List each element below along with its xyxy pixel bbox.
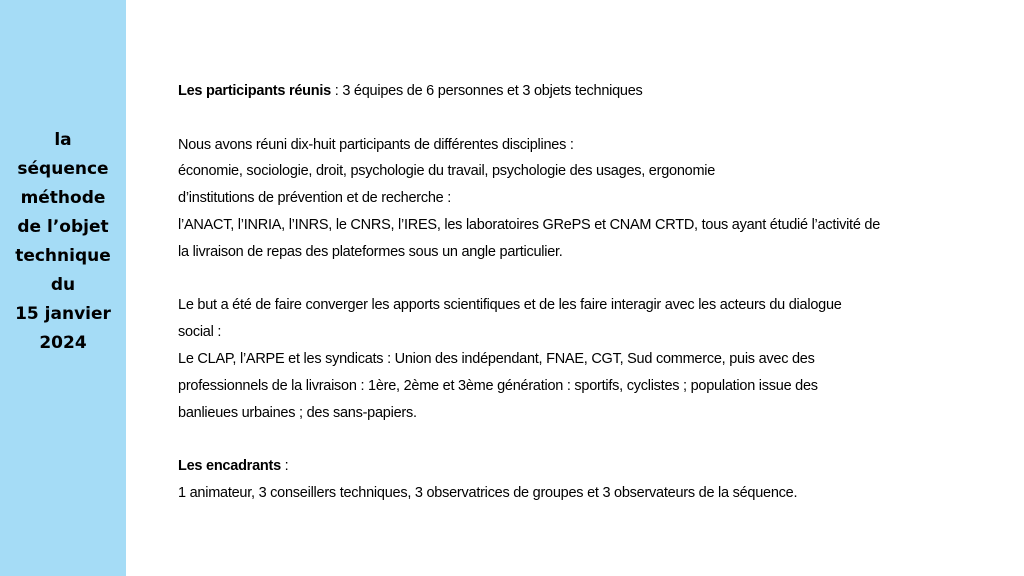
sidebar-title-line: de l’objet [17,217,109,237]
paragraph-line: la livraison de repas des plateformes sous un angle particulier. [178,243,563,260]
paragraph-line: d’institutions de prévention et de recherche : [178,190,452,207]
sidebar-title-line: séquence [17,159,109,179]
main-content [178,78,978,507]
sidebar-title-line: du [50,275,76,295]
paragraph-line: Nous avons réuni dix-huit participants de différentes disciplines : [178,136,574,153]
sidebar-panel [0,0,126,576]
encadrants-line [178,453,978,480]
paragraph-line: Le but a été de faire converger les apports scientifiques et de les faire interagir avec les acteurs du dialogue [178,297,842,314]
disciplines-paragraph [178,132,978,266]
encadrants-text: : [280,458,289,475]
spacer [178,105,978,132]
paragraph-line: banlieues urbaines ; des sans-papiers. [178,404,417,421]
paragraph-line: social : [178,324,222,341]
sidebar-title-line: la [54,130,72,150]
paragraph-line: professionnels de la livraison : 1ère, 2ème et 3ème génération : sportifs, cyclistes ; population issue des [178,377,818,394]
sidebar-title [2,126,124,358]
participants-text: : 3 équipes de 6 personnes et 3 objets techniques [331,83,643,99]
sidebar-title-line: technique [15,246,111,266]
paragraph-line: l’ANACT, l’INRIA, l’INRS, le CNRS, l’IRES, les laboratoires GRePS et CNAM CRTD, tous ayant étudié l’activité de [178,216,881,233]
paragraph-line: économie, sociologie, droit, psychologie du travail, psychologie des usages, ergonomie [178,163,716,180]
encadrants-detail: 1 animateur, 3 conseillers techniques, 3 observatrices de groupes et 3 observateurs de la séquence. [178,484,798,501]
participants-heading: Les participants réunis [178,83,331,99]
spacer [178,266,978,293]
participants-line [178,78,978,105]
paragraph-line: Le CLAP, l’ARPE et les syndicats : Union des indépendant, FNAE, CGT, Sud commerce, puis avec des [178,350,815,367]
encadrants-heading: Les encadrants [178,458,281,475]
dialogue-paragraph [178,292,978,426]
sidebar-title-line: 15 janvier [15,304,111,324]
sidebar-title-line: méthode [20,188,106,208]
spacer [178,426,978,453]
sidebar-title-line: 2024 [39,333,87,353]
